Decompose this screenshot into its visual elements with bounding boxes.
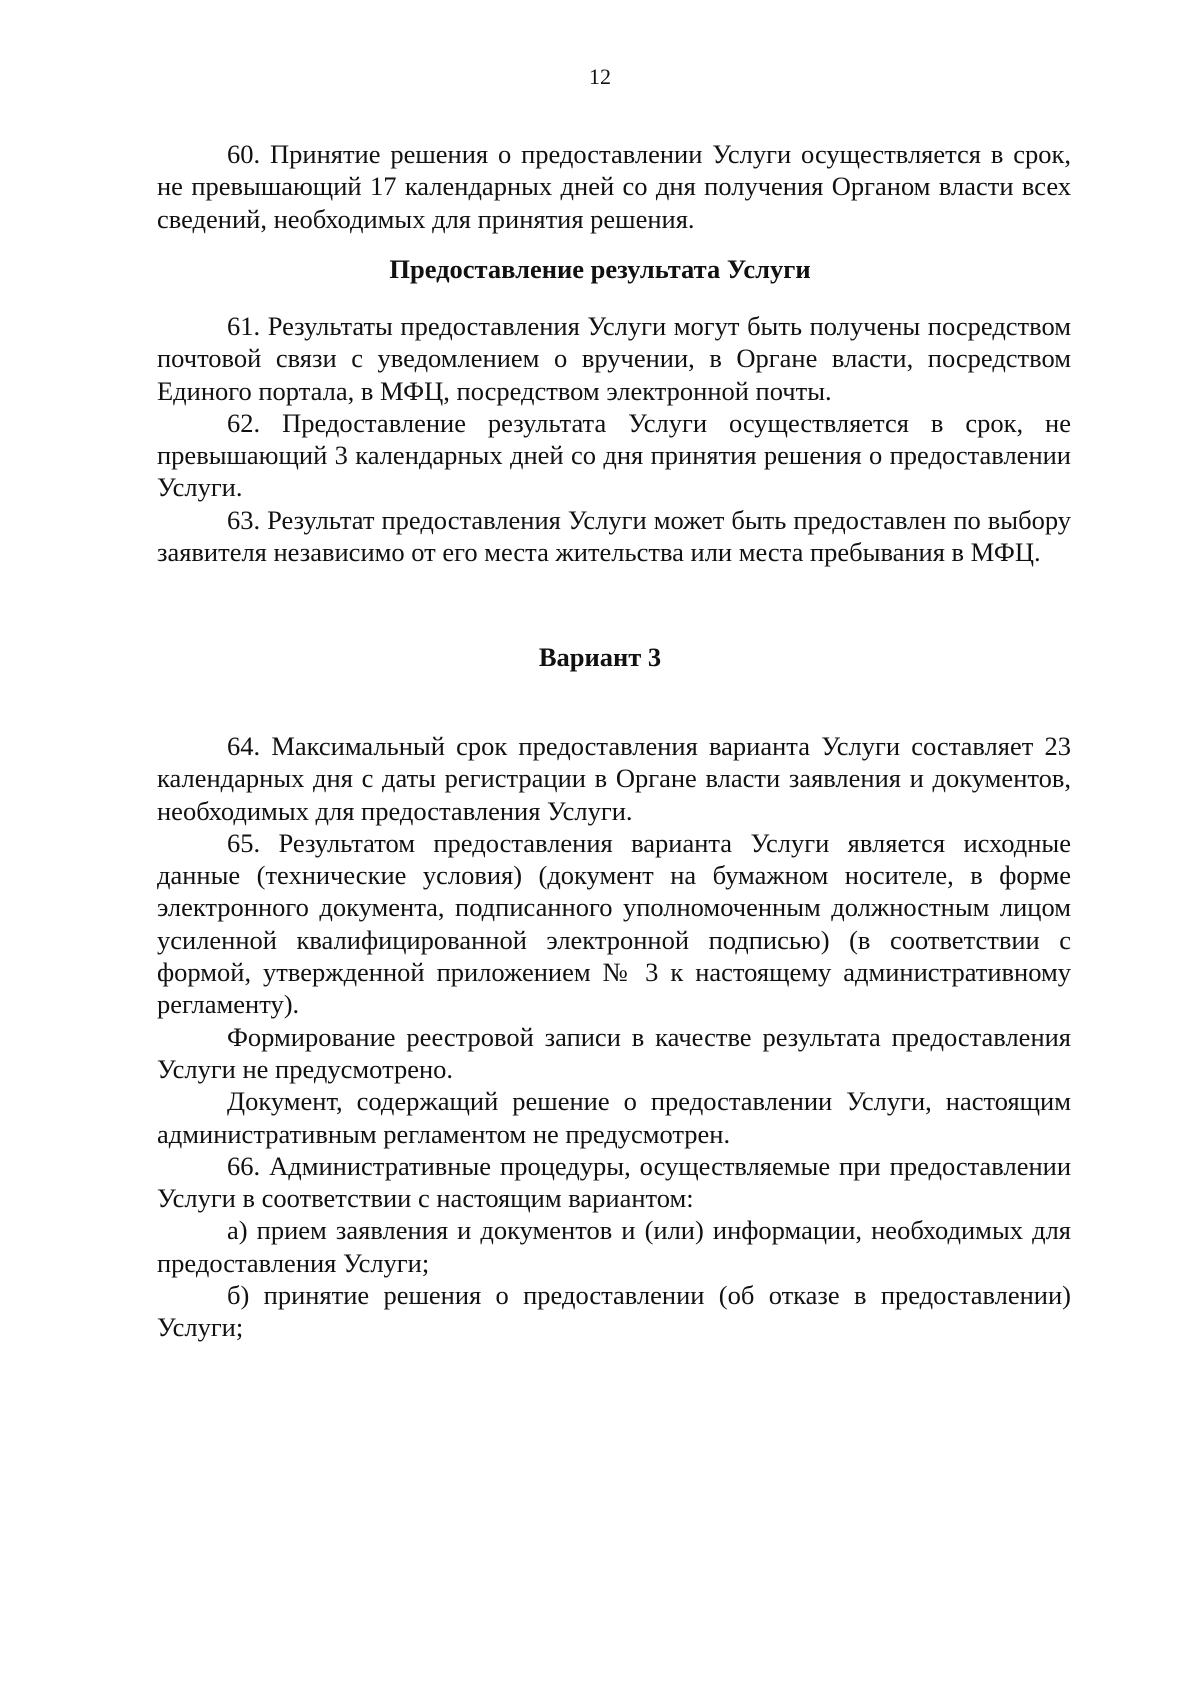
paragraph-decision-document: Документ, содержащий решение о предоставлении Услуги, настоящим административным регламентом не предусмотрен. (157, 1086, 1071, 1149)
paragraph-66-a: а) прием заявления и документов и (или) информации, необходимых для предоставления Услуги; (157, 1215, 1071, 1278)
paragraph-group-result (157, 310, 1071, 568)
section-heading-variant-3: Вариант 3 (538, 642, 662, 672)
paragraph-group-variant-3 (157, 730, 1071, 1344)
paragraph-group-decision (157, 138, 1071, 235)
paragraph-62: 62. Предоставление результата Услуги осуществляется в срок, не превышающий 3 календарных дней со дня принятия решения о предоставлении Услуги. (157, 407, 1071, 503)
paragraph-registry-record: Формирование реестровой записи в качестве результата предоставления Услуги не предусмотрено. (157, 1021, 1071, 1084)
paragraph-66-b: б) принятие решения о предоставлении (об отказе в предоставлении) Услуги; (157, 1280, 1071, 1343)
paragraph-61: 61. Результаты предоставления Услуги могут быть получены посредством почтовой связи с уведомлением о вручении, в Органе власти, посредством Единого портала, в МФЦ, посредством электронной почты. (157, 311, 1071, 406)
paragraph-63: 63. Результат предоставления Услуги может быть предоставлен по выбору заявителя независимо от его места жительства или места пребывания в МФЦ. (157, 504, 1071, 568)
paragraph-65: 65. Результатом предоставления варианта Услуги является исходные данные (технические условия) (документ на бумажном носителе, в форме электронного документа, подписанного уполномоченным должностным лицом усиленной квалифицированной электронной подписью) (в соответствии с формой, утвержденной приложением № 3 к настоящему административному регламенту). (157, 827, 1071, 1020)
section-heading-result: Предоставление результата Услуги (389, 254, 811, 284)
paragraph-64: 64. Максимальный срок предоставления варианта Услуги составляет 23 календарных дня с даты регистрации в Органе власти заявления и документов, необходимых для предоставления Услуги. (157, 731, 1071, 826)
paragraph-60: 60. Принятие решения о предоставлении Услуги осуществляется в срок, не превышающий 17 календарных дней со дня получения Органом власти всех сведений, необходимых для принятия решения. (157, 139, 1071, 234)
page-number: 12 (589, 64, 611, 89)
paragraph-66: 66. Административные процедуры, осуществляемые при предоставлении Услуги в соответствии с настоящим вариантом: (157, 1150, 1071, 1214)
